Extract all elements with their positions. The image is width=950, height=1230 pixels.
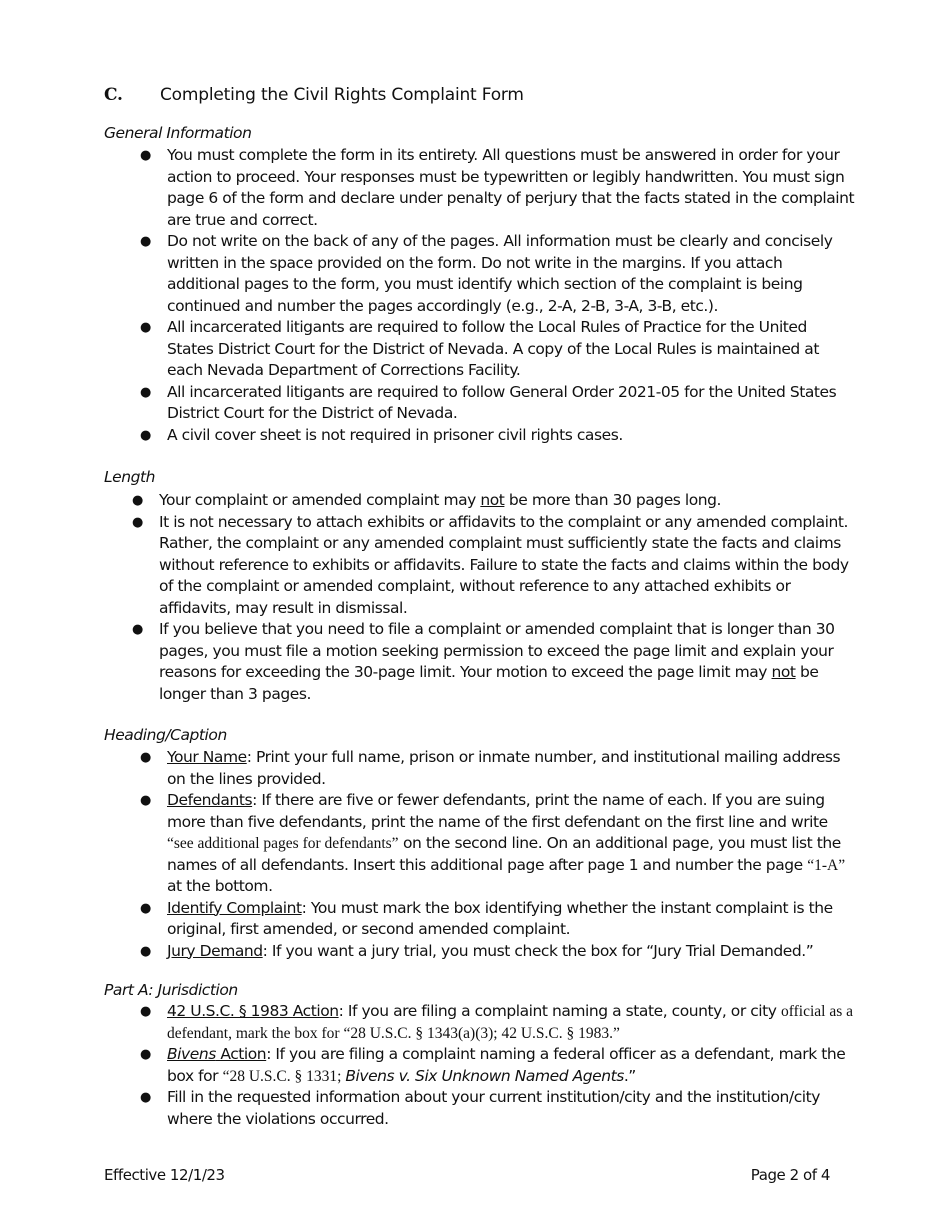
list-item: ● Jury Demand: If you want a jury trial, you must check the box for “Jury Trial Demanded.” — [167, 941, 857, 963]
general-information-heading: General Information — [104, 124, 252, 142]
length-list — [132, 490, 849, 705]
list-item: ● All incarcerated litigants are required to follow the Local Rules of Practice for the United States District Court for the District of Nevada. A copy of the Local Rules is maintained at each Nevada Department of Corrections Facility. — [140, 318, 819, 379]
bullet-icon: ● — [140, 1004, 151, 1019]
list-item: ● If you believe that you need to file a complaint or amended complaint that is longer than 30 pages, you must file a motion seeking permission to exceed the page limit and explain your reasons for exceeding the 30-page limit. Your motion to exceed the page limit may not be longer than 3 pages. — [132, 620, 835, 703]
bullet-icon: ● — [132, 622, 143, 637]
list-item: ● Identify Complaint: You must mark the box identifying whether the instant complaint is the original, first amended, or second amended complaint. — [140, 898, 833, 938]
section-letter: C. — [104, 85, 123, 105]
bullet-icon: ● — [140, 320, 151, 335]
bullet-icon: ● — [140, 148, 151, 163]
part-a-heading: Part A: Jurisdiction — [104, 981, 238, 999]
list-item: ● Fill in the requested information about your current institution/city and the institution/city where the violations occurred. — [140, 1088, 820, 1128]
bullet-icon: ● — [140, 900, 151, 916]
bullet-icon: ● — [140, 1090, 151, 1105]
heading-caption-heading: Heading/Caption — [104, 726, 227, 744]
list-item: ● Your complaint or amended complaint may not be more than 30 pages long. — [159, 490, 849, 512]
bullet-icon: ● — [132, 514, 143, 530]
list-item: ● Your Name: Print your full name, prison or inmate number, and institutional mailing address on the lines provided. — [140, 748, 841, 788]
bullet-icon: ● — [140, 793, 151, 808]
bullet-icon: ● — [140, 427, 151, 443]
list-item: ● A civil cover sheet is not required in prisoner civil rights cases. — [167, 425, 857, 447]
list-item: ● 42 U.S.C. § 1983 Action: If you are filing a complaint naming a state, county, or city official as a defendant, mark the box for “28 U.S.C. § 1343(a)(3); 42 U.S.C. § 1983.” — [140, 1002, 854, 1042]
bullet-icon: ● — [140, 750, 151, 765]
list-item: ● Bivens Action: If you are filing a complaint naming a federal officer as a defendant, mark the box for “28 U.S.C. § 1331; Bivens v. Six Unknown Named Agents.” — [140, 1045, 846, 1085]
list-item: ● All incarcerated litigants are required to follow General Order 2021-05 for the United States District Court for the District of Nevada. — [140, 382, 837, 422]
bullet-icon: ● — [132, 493, 143, 508]
section-title: Completing the Civil Rights Complaint Form — [160, 85, 524, 105]
bullet-icon: ● — [140, 943, 151, 959]
bullet-icon: ● — [140, 384, 151, 400]
footer-effective-date: Effective 12/1/23 — [104, 1166, 225, 1184]
list-item: ● Defendants: If there are five or fewer defendants, print the name of each. If you are suing more than five defendants, print the name of the first defendant on the first line and write “see additional pages for defendants” on the second line. On an additional page, you must list the names of all defendants. Insert this additional page after page 1 and number the page “1-A” at the bottom. — [140, 791, 846, 895]
length-heading: Length — [104, 468, 156, 486]
heading-caption-list — [140, 747, 857, 962]
bullet-icon: ● — [140, 1047, 151, 1062]
part-a-list — [140, 1001, 857, 1130]
list-item: ● It is not necessary to attach exhibits or affidavits to the complaint or any amended complaint. Rather, the complaint or any amended complaint must sufficiently state the facts and claims without reference to exhibits or affidavits. Failure to state the facts and claims within the body of the complaint or amended complaint, without reference to any attached exhibits or affidavits, may result in dismissal. — [132, 512, 849, 617]
general-information-list — [140, 145, 857, 446]
footer-page-number: Page 2 of 4 — [750, 1166, 830, 1184]
bullet-icon: ● — [140, 234, 151, 249]
section-heading — [104, 85, 524, 107]
list-item: ● You must complete the form in its entirety. All questions must be answered in order for your action to proceed. Your responses must be typewritten or legibly handwritten. You must sign page 6 of the form and declare under penalty of perjury that the facts stated in the complaint are true and correct. — [140, 146, 855, 229]
list-item: ● Do not write on the back of any of the pages. All information must be clearly and concisely written in the space provided on the form. Do not write in the margins. If you attach additional pages to the form, you must identify which section of the complaint is being continued and number the pages accordingly (e.g., 2-A, 2-B, 3-A, 3-B, etc.). — [140, 232, 833, 315]
